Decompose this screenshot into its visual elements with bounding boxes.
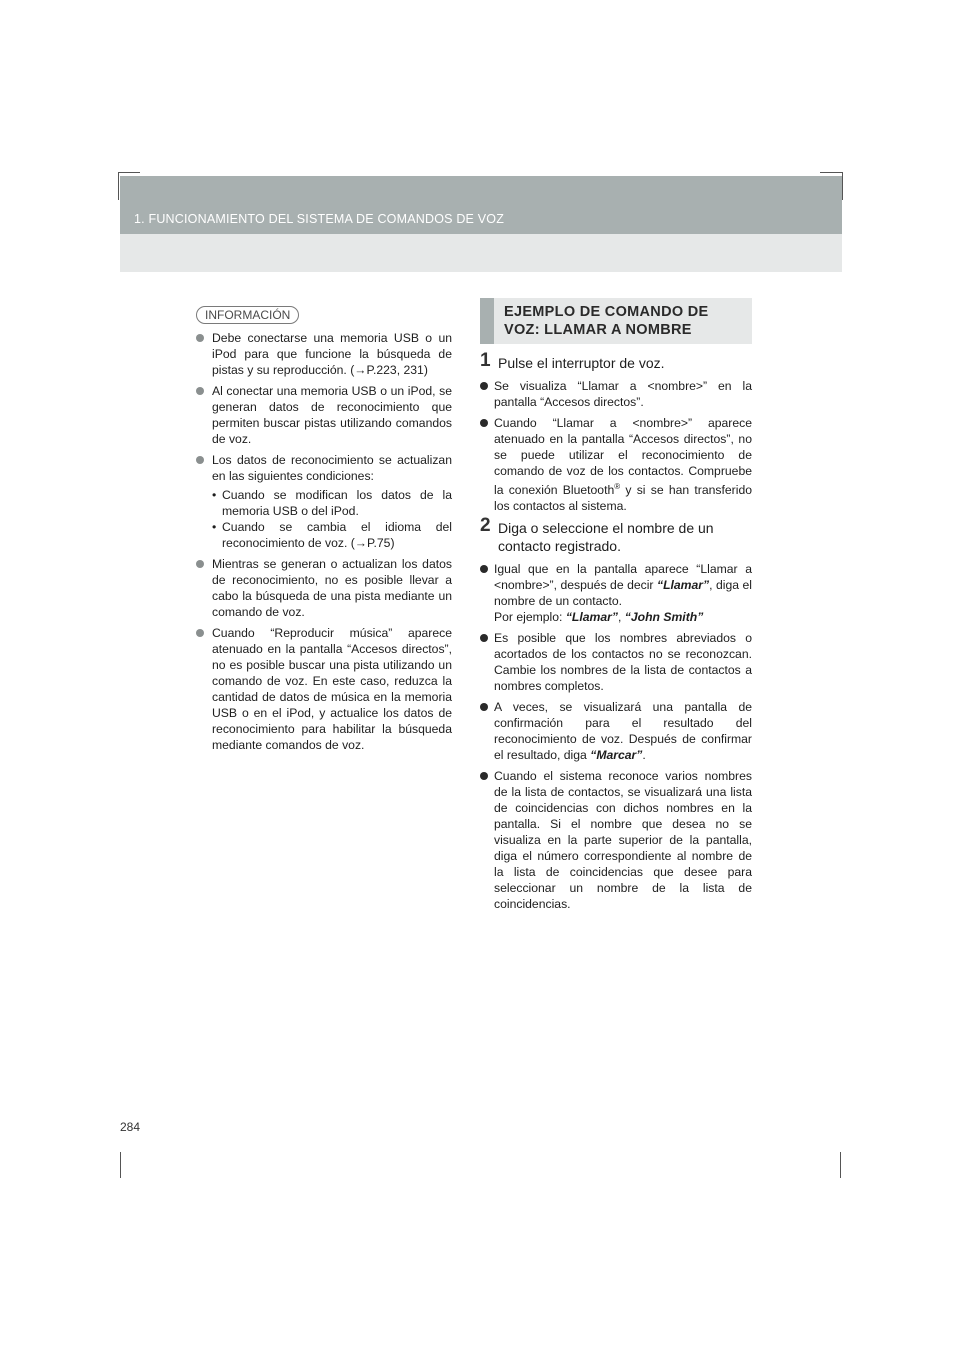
info-item-text: Debe conectarse una memoria USB o un iPod para que funcione la búsqueda de pistas y su reproducción. (→P.223, 231) xyxy=(212,331,452,377)
list-item-text: Igual que en la pantalla aparece “Llamar a <nombre>”, después de decir xyxy=(494,562,752,593)
example-section xyxy=(480,298,752,917)
header-band-lower xyxy=(120,234,842,272)
list-item xyxy=(480,699,752,763)
info-item xyxy=(196,556,452,620)
step-text: Diga o seleccione el nombre de un contacto registrado. xyxy=(498,520,714,555)
info-list xyxy=(196,330,452,753)
info-sub-item xyxy=(212,519,452,551)
step-number: 2 xyxy=(480,515,491,537)
list-item-text: A veces, se visualizará una pantalla de confirmación para el resultado del reconocimiento de voz. Después de confirmar el resultado, diga xyxy=(494,700,752,763)
info-sub-item xyxy=(212,487,452,519)
crop-mark xyxy=(120,1152,121,1178)
crop-mark xyxy=(842,172,843,200)
list-item xyxy=(480,561,752,625)
bullet-icon xyxy=(480,772,488,780)
info-item-text: Al conectar una memoria USB o un iPod, se generan datos de reconocimiento que permiten buscar pistas utilizando comandos de voz. xyxy=(212,384,452,446)
list-item-text: . xyxy=(642,748,646,763)
step-text: Pulse el interruptor de voz. xyxy=(498,355,665,371)
crop-mark xyxy=(840,1152,841,1178)
info-item xyxy=(196,452,452,551)
list-item xyxy=(480,378,752,410)
bullet-icon xyxy=(196,334,204,342)
bullet-icon xyxy=(196,387,204,395)
page-number: 284 xyxy=(120,1120,141,1134)
bullet-icon xyxy=(480,565,488,573)
info-item-text: Cuando “Reproducir música” aparece atenuado en la pantalla “Accesos directos”, no es posible buscar una pista utilizando un comando de voz. En este caso, reduzca la cantidad de datos de música en la memoria USB o en el iPod, y actualice los datos de reconocimiento para habilitar la búsqueda mediante comandos de voz. xyxy=(212,626,452,752)
list-item-text: Cuando el sistema reconoce varios nombres de la lista de contactos, se visualizará una lista de coincidencias con dichos nombres en la pantalla. Si el nombre que desea no se visualiza en la parte superior de la pantalla, diga el número correspondiente al nombre de la lista de coincidencias que desee para seleccionar un nombre de la lista de coincidencias. xyxy=(494,769,752,912)
crop-mark xyxy=(118,172,140,173)
list-item-text: , diga el nombre de un contacto. xyxy=(494,578,752,609)
list-item-text: Cuando “Llamar a <nombre>” aparece atenuado en la pantalla “Accesos directos”, no se puede utilizar el reconocimiento de comando de voz de los contactos. Compruebe la conexión Bluetooth xyxy=(494,416,752,498)
list-item xyxy=(480,415,752,514)
step-number: 1 xyxy=(480,350,491,371)
section-header xyxy=(480,298,752,344)
info-item-text: Mientras se generan o actualizan los datos de reconocimiento, no es posible llevar a cabo la búsqueda de una pista mediante un comando de voz. xyxy=(212,557,452,619)
sub-bullet-mark: • xyxy=(212,520,217,534)
sub-bullet-mark: • xyxy=(212,488,217,502)
info-item-text: Los datos de reconocimiento se actualizan en las siguientes condiciones: xyxy=(212,453,452,483)
section-title-line: EJEMPLO DE COMANDO DE xyxy=(504,304,709,320)
voice-command: “Llamar” xyxy=(565,610,618,625)
list-item-text: y si se han transferido los contactos al sistema. xyxy=(494,483,752,514)
section-title xyxy=(504,303,746,339)
list-item-text: Es posible que los nombres abreviados o acortados de los contactos no se reconozcan. Cambie los nombres de la lista de contactos a nombres completos. xyxy=(494,631,752,694)
info-item xyxy=(196,330,452,378)
crop-mark xyxy=(820,172,842,173)
registered-mark: ® xyxy=(614,482,621,491)
voice-command: “John Smith” xyxy=(624,610,704,625)
info-sub-list xyxy=(212,487,452,551)
list-item-text: Por ejemplo: xyxy=(494,610,566,625)
info-label: INFORMACIÓN xyxy=(196,306,299,324)
bullet-icon xyxy=(480,703,488,711)
info-sub-text: Cuando se modifican los datos de la memoria USB o del iPod. xyxy=(222,488,452,518)
bullet-icon xyxy=(196,629,204,637)
chapter-title: 1. FUNCIONAMIENTO DEL SISTEMA DE COMANDOS DE VOZ xyxy=(134,212,505,226)
crop-mark xyxy=(118,172,119,200)
info-item xyxy=(196,383,452,447)
step-1 xyxy=(480,350,752,372)
header-band xyxy=(120,176,842,234)
info-section xyxy=(196,306,452,758)
section-title-line: VOZ: LLAMAR A NOMBRE xyxy=(504,322,692,338)
voice-command: “Llamar” xyxy=(656,578,710,593)
bullet-icon xyxy=(480,419,488,427)
list-item xyxy=(480,768,752,912)
bullet-icon xyxy=(196,560,204,568)
step-2 xyxy=(480,515,752,555)
bullet-icon xyxy=(480,382,488,390)
section-accent xyxy=(480,298,494,344)
list-item xyxy=(480,630,752,694)
list-item-text: Se visualiza “Llamar a <nombre>” en la pantalla “Accesos directos”. xyxy=(494,379,752,409)
info-sub-text: Cuando se cambia el idioma del reconocimiento de voz. (→P.75) xyxy=(222,520,452,550)
info-item xyxy=(196,625,452,753)
list-item-text: , xyxy=(617,610,625,625)
bullet-icon xyxy=(480,634,488,642)
voice-command: “Marcar” xyxy=(590,748,643,763)
bullet-icon xyxy=(196,456,204,464)
